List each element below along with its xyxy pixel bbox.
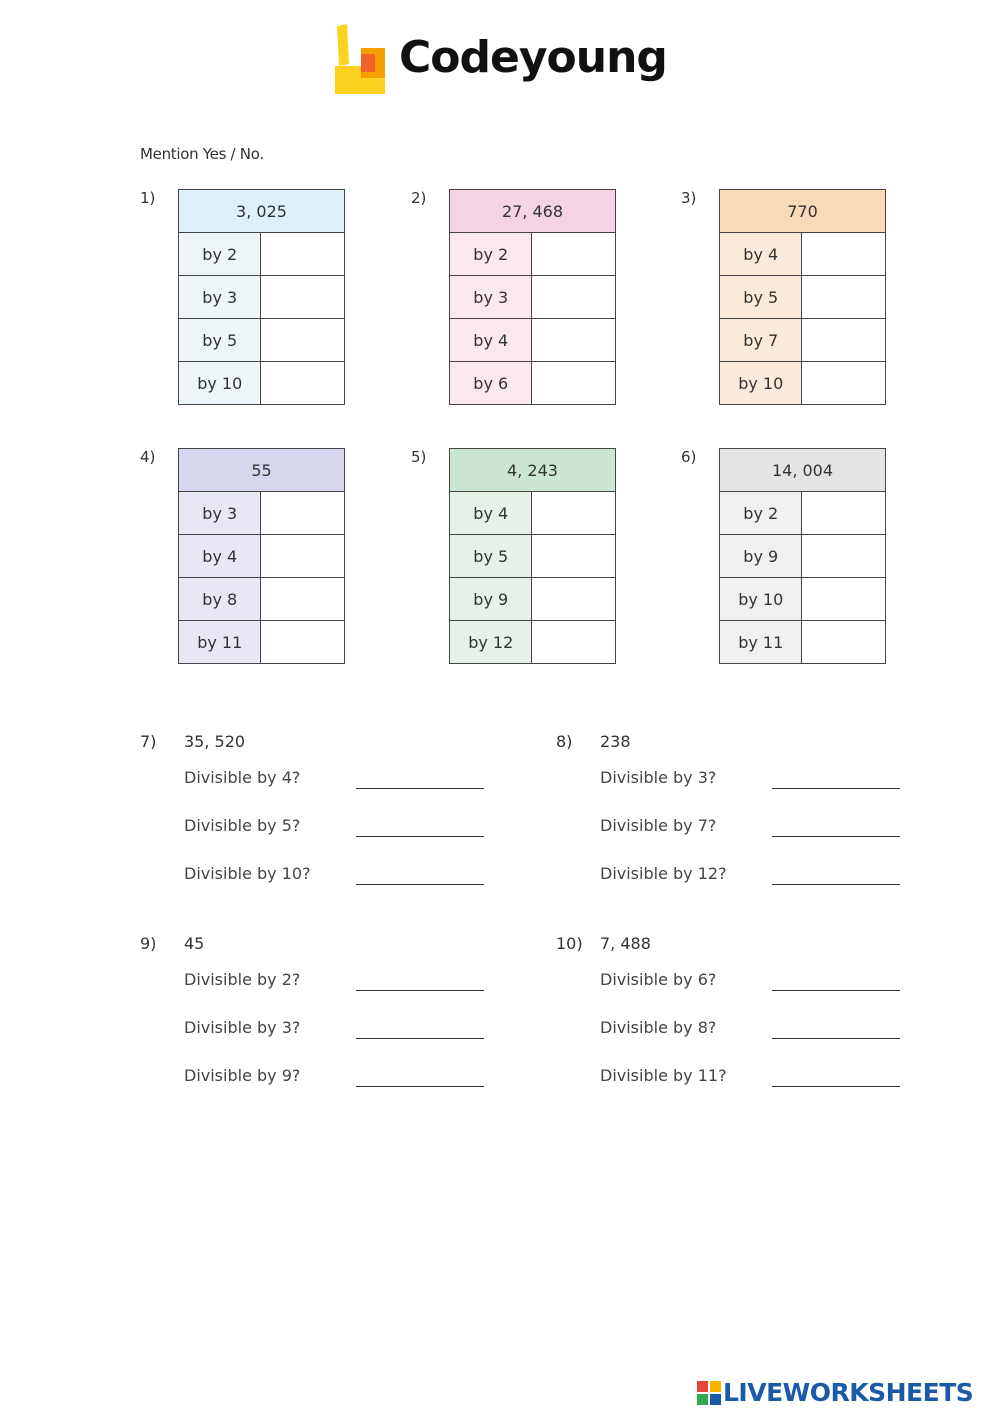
divisibility-table [449,448,616,664]
answer-cell[interactable] [802,362,886,405]
answer-cell[interactable] [802,319,886,362]
answer-blank[interactable] [356,884,484,885]
divisor-label: by 4 [450,319,532,362]
question-text: Divisible by 11? [600,1066,727,1085]
liveworksheets-footer [697,1378,997,1410]
table-row [720,492,886,535]
divisor-label: by 10 [179,362,261,405]
divisibility-question-10 [556,934,916,1104]
table-number-value: 4, 243 [450,449,616,492]
table-number: 5) [411,448,427,466]
answer-cell[interactable] [261,578,345,621]
answer-cell[interactable] [802,621,886,664]
table-number: 3) [681,189,697,207]
divisor-label: by 3 [450,276,532,319]
question-value: 238 [600,732,631,751]
codeyoung-logo-icon [333,24,389,96]
codeyoung-logo [333,24,673,104]
question-value: 7, 488 [600,934,651,953]
divisor-label: by 2 [450,233,532,276]
answer-cell[interactable] [802,578,886,621]
table-row [179,492,345,535]
table-row [179,276,345,319]
answer-cell[interactable] [532,276,616,319]
answer-cell[interactable] [261,362,345,405]
question-item [600,816,920,840]
table-number-value: 770 [720,190,886,233]
table-row [720,621,886,664]
answer-blank[interactable] [772,990,900,991]
divisibility-table-3 [681,189,921,414]
divisibility-table-2 [411,189,651,414]
divisibility-table-1 [140,189,380,414]
table-row [450,621,616,664]
divisor-label: by 5 [720,276,802,319]
answer-cell[interactable] [532,621,616,664]
liveworksheets-icon [697,1381,721,1405]
question-text: Divisible by 5? [184,816,301,835]
table-number-value: 3, 025 [179,190,345,233]
divisor-label: by 9 [450,578,532,621]
question-text: Divisible by 8? [600,1018,717,1037]
divisor-label: by 5 [179,319,261,362]
answer-blank[interactable] [356,1038,484,1039]
divisor-label: by 7 [720,319,802,362]
table-row [720,233,886,276]
answer-blank[interactable] [356,788,484,789]
instruction-text: Mention Yes / No. [140,145,264,163]
table-number-value: 27, 468 [450,190,616,233]
question-number: 10) [556,934,583,953]
divisor-label: by 2 [179,233,261,276]
answer-cell[interactable] [532,578,616,621]
divisibility-question-8 [556,732,916,902]
question-item [184,816,504,840]
answer-cell[interactable] [261,492,345,535]
answer-blank[interactable] [772,836,900,837]
divisor-label: by 8 [179,578,261,621]
table-row [450,276,616,319]
answer-cell[interactable] [802,535,886,578]
question-number: 8) [556,732,573,751]
table-number-value: 14, 004 [720,449,886,492]
question-text: Divisible by 4? [184,768,301,787]
table-row [720,578,886,621]
divisor-label: by 4 [450,492,532,535]
table-row [450,233,616,276]
divisor-label: by 3 [179,492,261,535]
table-number: 4) [140,448,156,466]
question-value: 35, 520 [184,732,246,751]
divisor-label: by 3 [179,276,261,319]
table-row [450,535,616,578]
table-number: 1) [140,189,156,207]
table-row [179,578,345,621]
table-row [179,319,345,362]
question-item [600,864,920,888]
table-row [450,319,616,362]
divisibility-table [719,189,886,405]
question-item [184,864,504,888]
question-text: Divisible by 12? [600,864,727,883]
divisor-label: by 11 [720,621,802,664]
answer-blank[interactable] [772,884,900,885]
divisibility-question-7 [140,732,500,902]
divisibility-table-5 [411,448,651,673]
answer-cell[interactable] [532,492,616,535]
table-row [720,276,886,319]
divisor-label: by 5 [450,535,532,578]
question-number: 9) [140,934,157,953]
question-item [184,1066,504,1090]
table-row [450,578,616,621]
logo-wordmark: Codeyoung [399,32,667,83]
answer-blank[interactable] [772,1038,900,1039]
divisor-label: by 6 [450,362,532,405]
question-text: Divisible by 9? [184,1066,301,1085]
table-row [720,319,886,362]
question-item [184,768,504,792]
question-text: Divisible by 3? [600,768,717,787]
table-number-value: 55 [179,449,345,492]
divisor-label: by 12 [450,621,532,664]
liveworksheets-wordmark: LIVEWORKSHEETS [723,1378,974,1407]
divisibility-question-9 [140,934,500,1104]
divisor-label: by 2 [720,492,802,535]
table-row [720,362,886,405]
answer-blank[interactable] [356,836,484,837]
divisor-label: by 11 [179,621,261,664]
answer-cell[interactable] [532,319,616,362]
answer-cell[interactable] [261,535,345,578]
divisor-label: by 9 [720,535,802,578]
answer-cell[interactable] [261,276,345,319]
answer-blank[interactable] [356,1086,484,1087]
question-item [600,768,920,792]
question-item [600,1066,920,1090]
question-item [184,1018,504,1042]
question-text: Divisible by 7? [600,816,717,835]
answer-cell[interactable] [802,233,886,276]
answer-cell[interactable] [532,362,616,405]
divisibility-table [449,189,616,405]
table-number: 6) [681,448,697,466]
divisor-label: by 4 [179,535,261,578]
table-number: 2) [411,189,427,207]
table-row [179,535,345,578]
question-value: 45 [184,934,205,953]
divisibility-table [719,448,886,664]
answer-cell[interactable] [532,233,616,276]
divisor-label: by 10 [720,362,802,405]
answer-blank[interactable] [772,788,900,789]
divisor-label: by 4 [720,233,802,276]
divisibility-table [178,189,345,405]
table-row [720,535,886,578]
answer-cell[interactable] [261,621,345,664]
table-row [450,492,616,535]
table-row [179,362,345,405]
question-text: Divisible by 2? [184,970,301,989]
answer-cell[interactable] [261,319,345,362]
table-row [179,621,345,664]
question-item [600,1018,920,1042]
answer-cell[interactable] [802,492,886,535]
question-number: 7) [140,732,157,751]
divisor-label: by 10 [720,578,802,621]
divisibility-table-6 [681,448,921,673]
question-item [184,970,504,994]
table-row [179,233,345,276]
answer-cell[interactable] [802,276,886,319]
answer-blank[interactable] [356,990,484,991]
divisibility-table [178,448,345,664]
answer-cell[interactable] [261,233,345,276]
question-item [600,970,920,994]
table-row [450,362,616,405]
answer-blank[interactable] [772,1086,900,1087]
answer-cell[interactable] [532,535,616,578]
question-text: Divisible by 10? [184,864,311,883]
question-text: Divisible by 6? [600,970,717,989]
question-text: Divisible by 3? [184,1018,301,1037]
divisibility-table-4 [140,448,380,673]
